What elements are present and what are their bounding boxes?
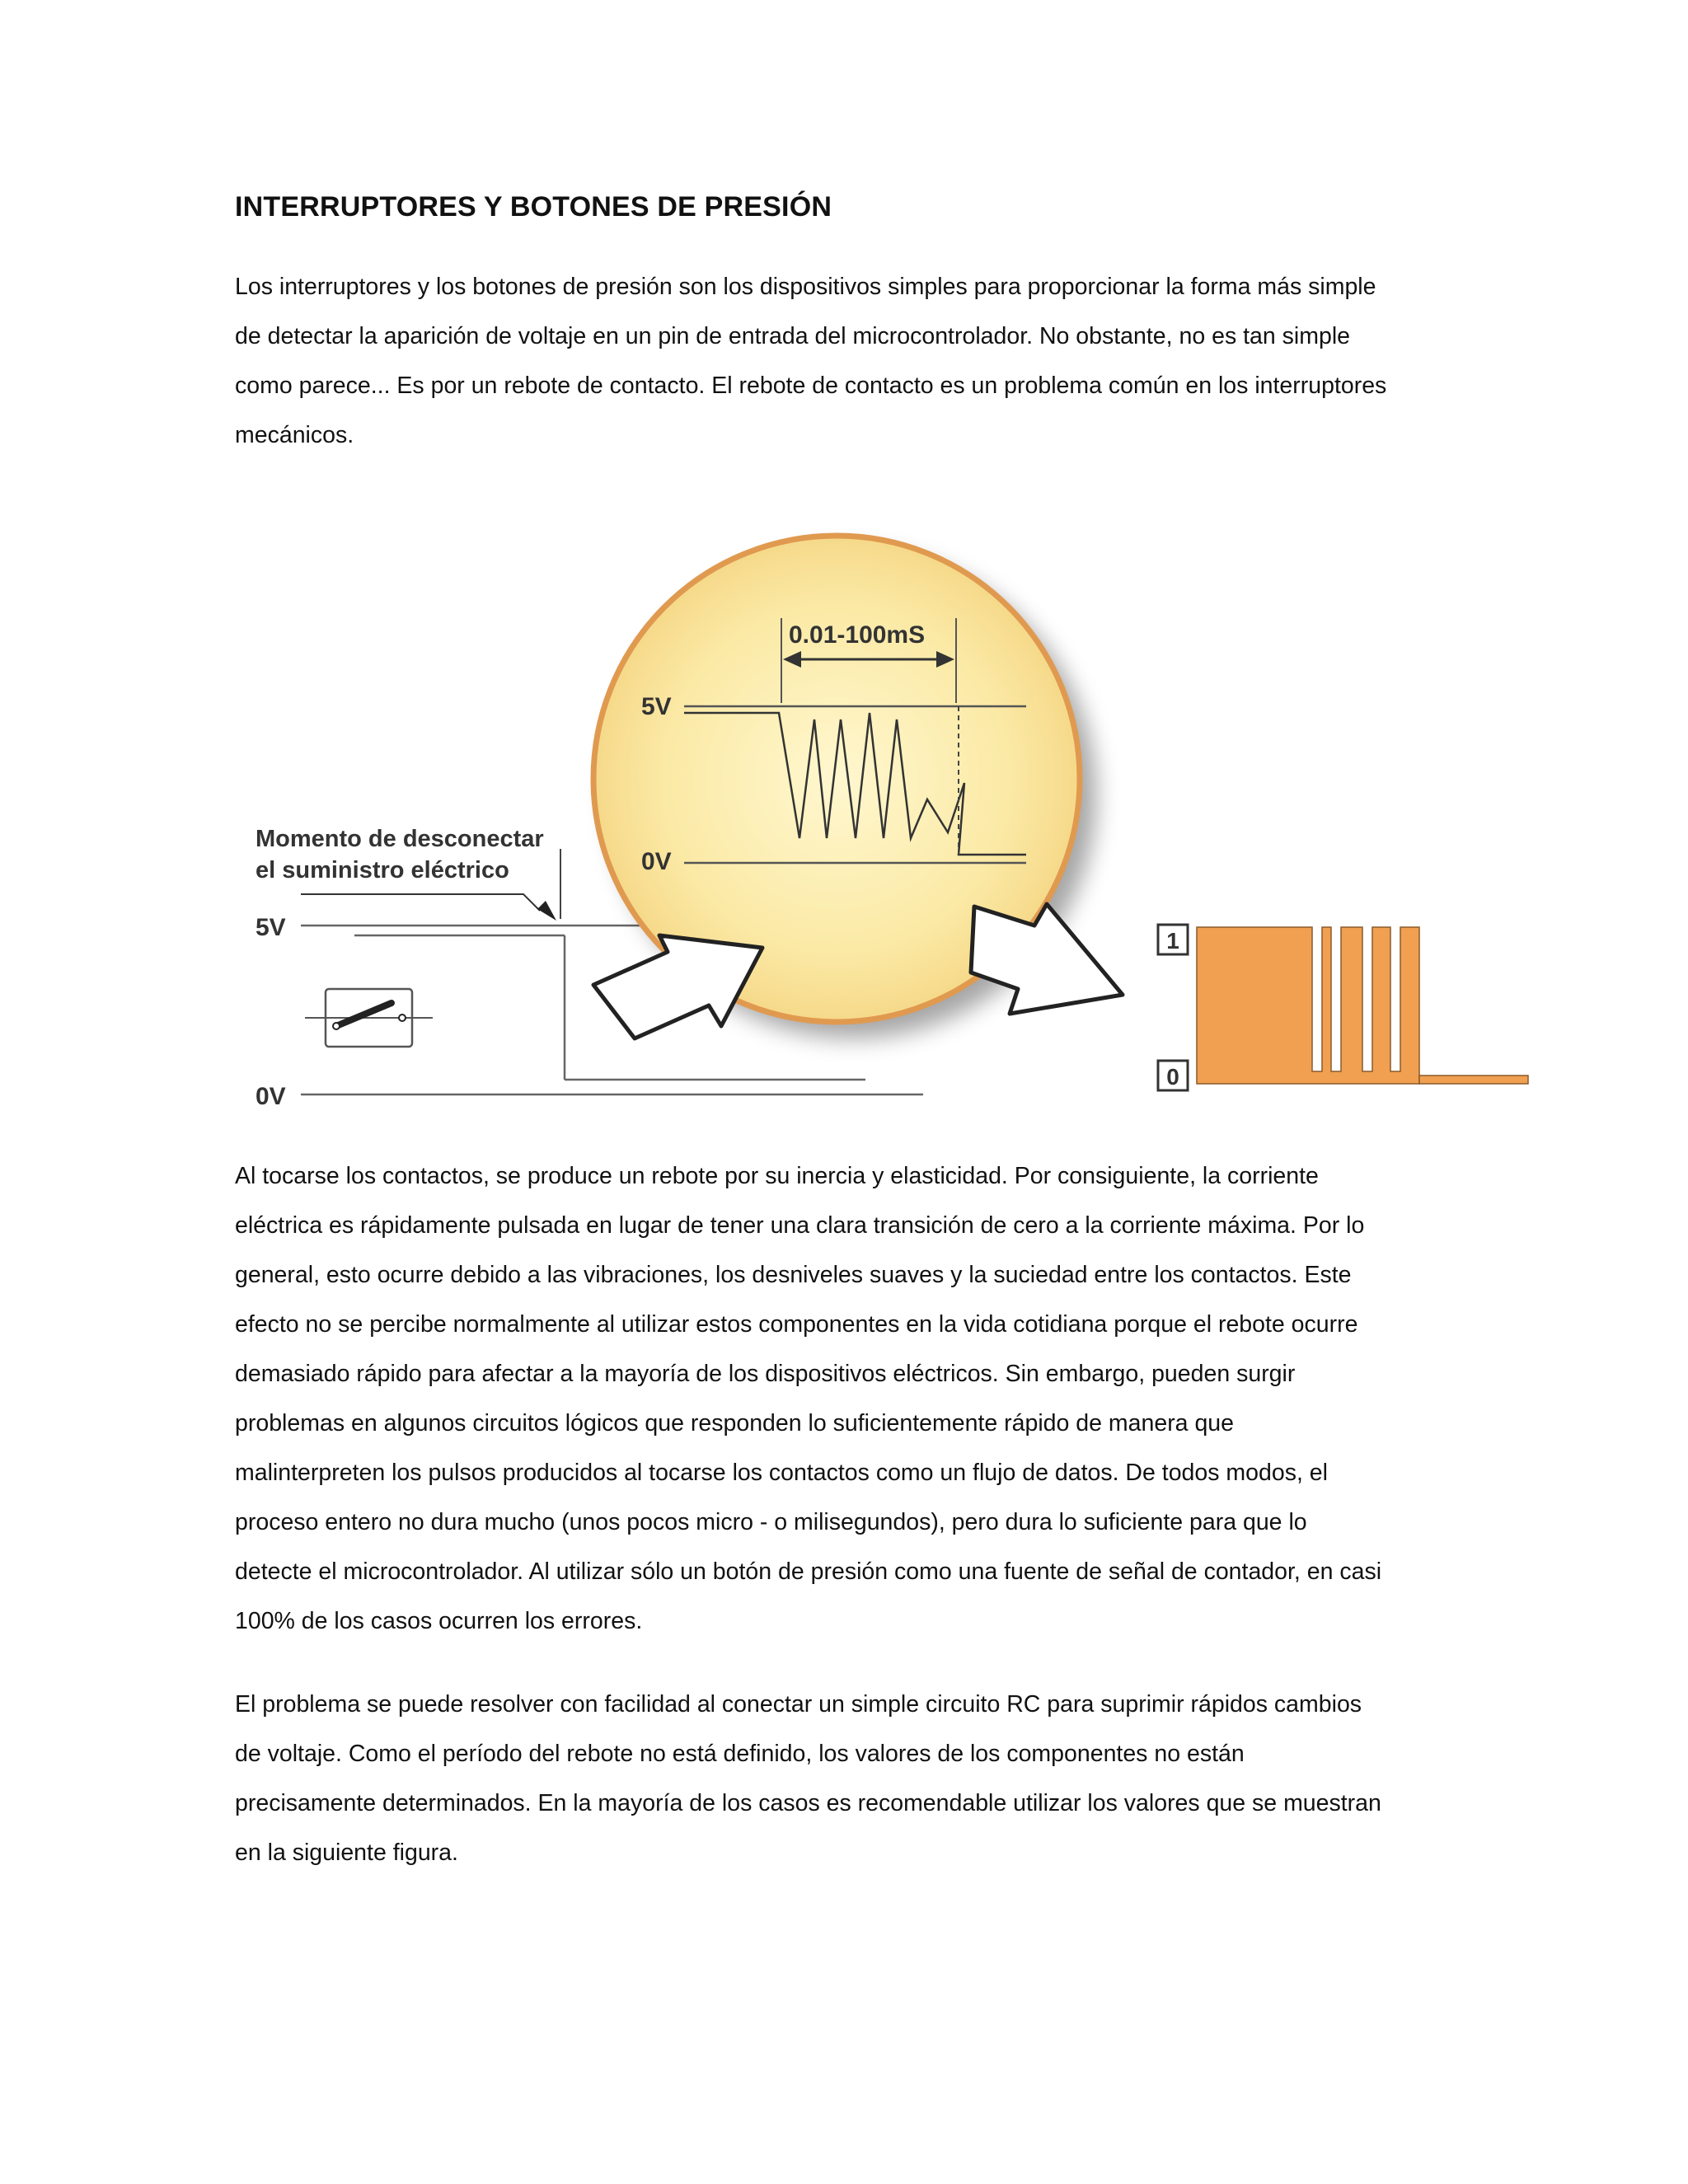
paragraph-line: proceso entero no dura mucho (unos pocos micro - o milisegundos), pero dura lo suficiente para que lo bbox=[235, 1509, 1307, 1535]
paragraph-line: problemas en algunos circuitos lógicos que responden lo suficientemente rápido de manera que bbox=[235, 1410, 1235, 1436]
zoom-5v-label: 5V bbox=[641, 693, 672, 720]
paragraph-line: 100% de los casos ocurren los errores. bbox=[235, 1608, 643, 1634]
paragraph-line: mecánicos. bbox=[235, 422, 354, 448]
annotation-line-1: Momento de desconectar bbox=[256, 826, 544, 852]
switch-symbol-icon bbox=[305, 989, 433, 1047]
arrow-to-digital-icon bbox=[971, 904, 1123, 1014]
left-5v-label: 5V bbox=[256, 914, 286, 941]
bounce-explanation-paragraph bbox=[235, 1151, 1471, 1646]
intro-paragraph bbox=[235, 262, 1471, 460]
paragraph-line: demasiado rápido para afectar a la mayoría de los dispositivos eléctricos. Sin embargo, pueden surgir bbox=[235, 1361, 1296, 1387]
digital-0-badge bbox=[1158, 1061, 1188, 1090]
contact-bounce-figure bbox=[239, 490, 1574, 1125]
paragraph-line: como parece... Es por un rebote de contacto. El rebote de contacto es un problema común en los interruptores bbox=[235, 373, 1387, 399]
left-0v-label: 0V bbox=[256, 1083, 286, 1110]
paragraph-line: general, esto ocurre debido a las vibraciones, los desniveles suaves y la suciedad entre los contactos. Este bbox=[235, 1262, 1352, 1288]
paragraph-line: en la siguiente figura. bbox=[235, 1840, 458, 1866]
paragraph-line: de detectar la aparición de voltaje en un pin de entrada del microcontrolador. No obstante, no es tan simple bbox=[235, 323, 1351, 349]
annotation-line-2: el suministro eléctrico bbox=[256, 857, 509, 883]
duration-label: 0.01-100mS bbox=[789, 621, 926, 649]
paragraph-line: Los interruptores y los botones de presión son los dispositivos simples para proporcionar la forma más simple bbox=[235, 274, 1376, 300]
paragraph-line: El problema se puede resolver con facilidad al conectar un simple circuito RC para suprimir rápidos cambios bbox=[235, 1691, 1362, 1718]
paragraph-line: malinterpreten los pulsos producidos al tocarse los contactos como un flujo de datos. De todos modos, el bbox=[235, 1460, 1328, 1486]
paragraph-line: detecte el microcontrolador. Al utilizar sólo un botón de presión como una fuente de señal de contador, en casi bbox=[235, 1558, 1382, 1585]
arrow-into-circle-icon bbox=[593, 935, 762, 1038]
paragraph-line: eléctrica es rápidamente pulsada en lugar de tener una clara transición de cero a la corriente máxima. Por lo bbox=[235, 1212, 1365, 1239]
rc-solution-paragraph bbox=[235, 1680, 1471, 1877]
paragraph-line: efecto no se percibe normalmente al utilizar estos componentes en la vida cotidiana porque el rebote ocurre bbox=[235, 1311, 1358, 1338]
digital-1-badge bbox=[1158, 925, 1188, 954]
zoom-0v-label: 0V bbox=[641, 848, 672, 875]
digital-output-signal bbox=[1197, 927, 1528, 1084]
paragraph-line: precisamente determinados. En la mayoría de los casos es recomendable utilizar los valores que se muestran bbox=[235, 1790, 1381, 1816]
svg-text:1: 1 bbox=[1166, 928, 1179, 954]
section-title: INTERRUPTORES Y BOTONES DE PRESIÓN bbox=[235, 191, 832, 223]
paragraph-line: de voltaje. Como el período del rebote no está definido, los valores de los componentes no están bbox=[235, 1741, 1245, 1767]
paragraph-line: Al tocarse los contactos, se produce un rebote por su inercia y elasticidad. Por consiguiente, la corriente bbox=[235, 1163, 1319, 1189]
svg-text:0: 0 bbox=[1166, 1064, 1179, 1090]
